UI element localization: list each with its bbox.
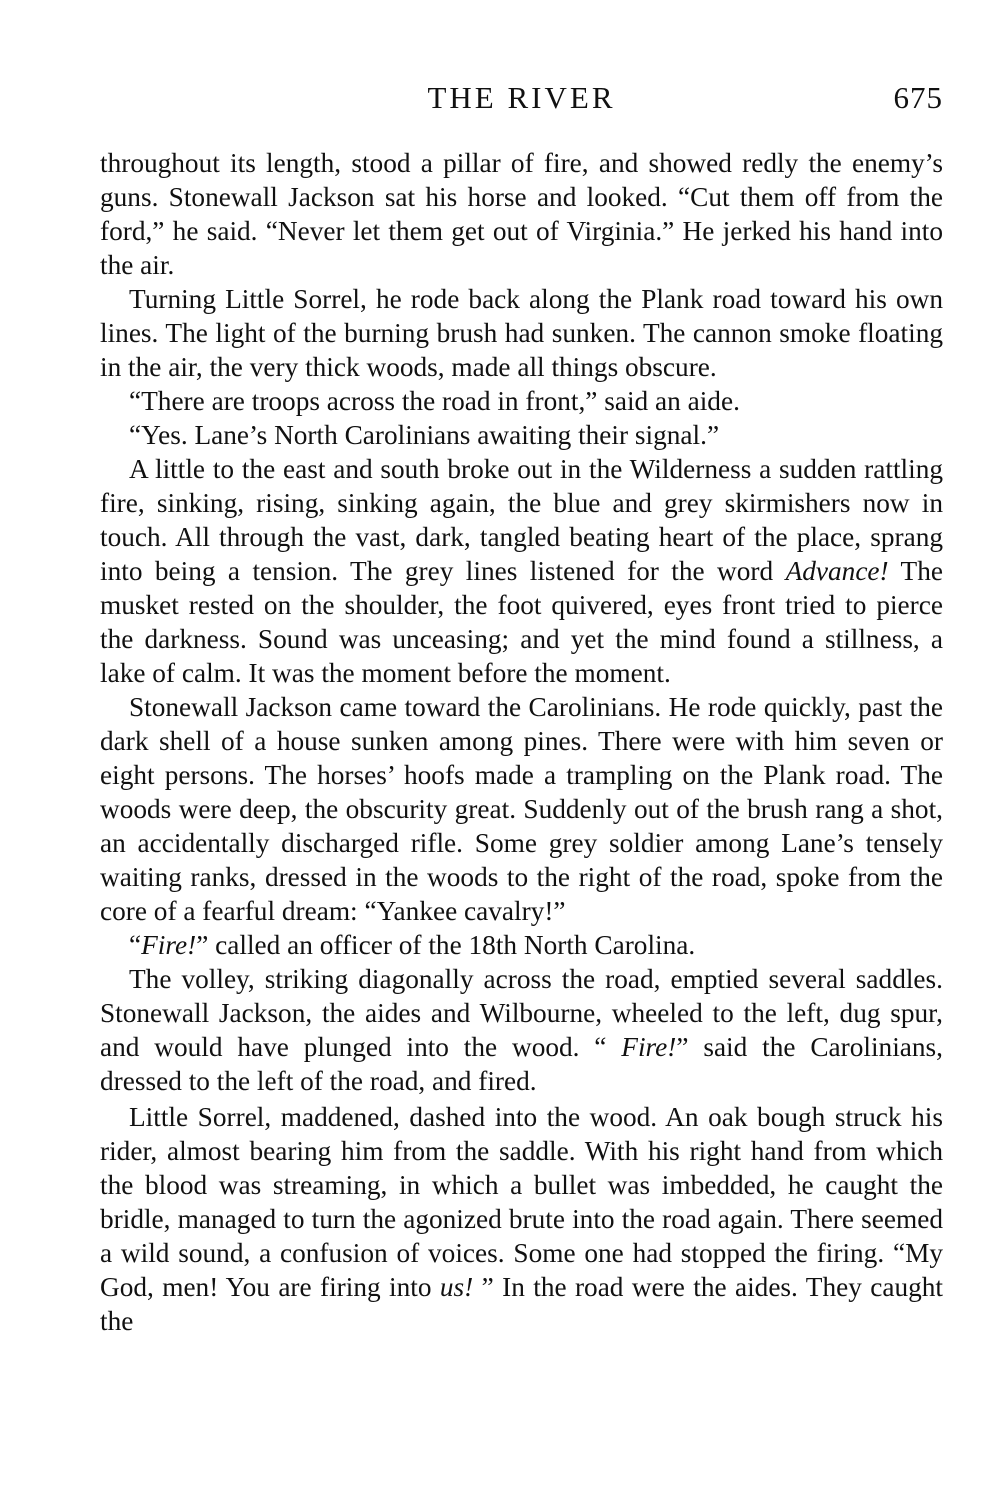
paragraph-text: The volley, striking diagonally across the road, emptied several saddles. Stonewall Jackson, the aides and Wilbourne, wheeled to the left, dug spur, and would have plunged into the wood. “ [100, 964, 943, 1062]
running-head [100, 78, 943, 126]
italic-text: Fire! [141, 930, 197, 960]
paragraph-text: Little Sorrel, maddened, dashed into the wood. An oak bough struck his rider, almost bearing him from the saddle. With his right hand from which the blood was streaming, in which a bullet was imbedded, he caught the bridle, managed to turn the agonized brute into the road again. There seemed a wild sound, a confusion of voices. Some one had stopped the firing. “My God, men! You are firing into [100, 1102, 943, 1302]
book-page [100, 78, 943, 1338]
paragraph: “Yes. Lane’s North Carolinians awaiting their signal.” [129, 420, 720, 450]
chapter-title: THE RIVER [427, 80, 616, 115]
paragraph: “There are troops across the road in front,” said an aide. [129, 386, 740, 416]
italic-text: Advance! [785, 556, 889, 586]
paragraph-text: “ [129, 930, 142, 960]
paragraph: Turning Little Sorrel, he rode back along the Plank road toward his own lines. The light of the burning brush had sunken. The cannon smoke floating in the air, the very thick woods, made all things obscure. [100, 284, 943, 382]
paragraph [100, 962, 943, 1098]
paragraph-text: ” In the road were the aides. They caught the [100, 1272, 943, 1336]
paragraph-text: A little to the east and south broke out in the Wilderness a sudden rattling fire, sinking, rising, sinking again, the blue and grey skirmishers now in touch. All through the vast, dark, tangled beating heart of the place, sprang into being a tension. The grey lines listened for the word [100, 454, 943, 586]
paragraph: Stonewall Jackson came toward the Carolinians. He rode quickly, past the dark shell of a house sunken among pines. There were with him seven or eight persons. The horses’ hoofs made a trampling on the Plank road. The woods were deep, the obscurity great. Suddenly out of the brush rang a shot, an accidentally discharged rifle. Some grey soldier among Lane’s tensely waiting ranks, dressed in the woods to the right of the road, spoke from the core of a fearful dream: “Yankee cavalry!” [100, 692, 943, 926]
paragraph-text: The musket rested on the shoulder, the foot quivered, eyes front tried to pierce the darkness. Sound was unceasing; and yet the mind found a stillness, a lake of calm. It was the moment before the moment. [100, 556, 943, 688]
italic-text: Fire! [621, 1032, 677, 1062]
paragraph [100, 452, 943, 690]
page-number: 675 [893, 80, 943, 115]
paragraph-text: ” said the Carolinians, dressed to the left of the road, and fired. [100, 1032, 943, 1096]
paragraph [100, 928, 943, 962]
italic-text: us! [439, 1272, 474, 1302]
paragraph: throughout its length, stood a pillar of fire, and showed redly the enemy’s guns. Stonewall Jackson sat his horse and looked. “Cut them off from the ford,” he said. “Never let them get out of Virginia.” He jerked his hand into the air. [100, 148, 943, 280]
body-text [100, 146, 943, 1338]
paragraph-text: ” called an officer of the 18th North Carolina. [196, 930, 696, 960]
paragraph [100, 1100, 943, 1338]
